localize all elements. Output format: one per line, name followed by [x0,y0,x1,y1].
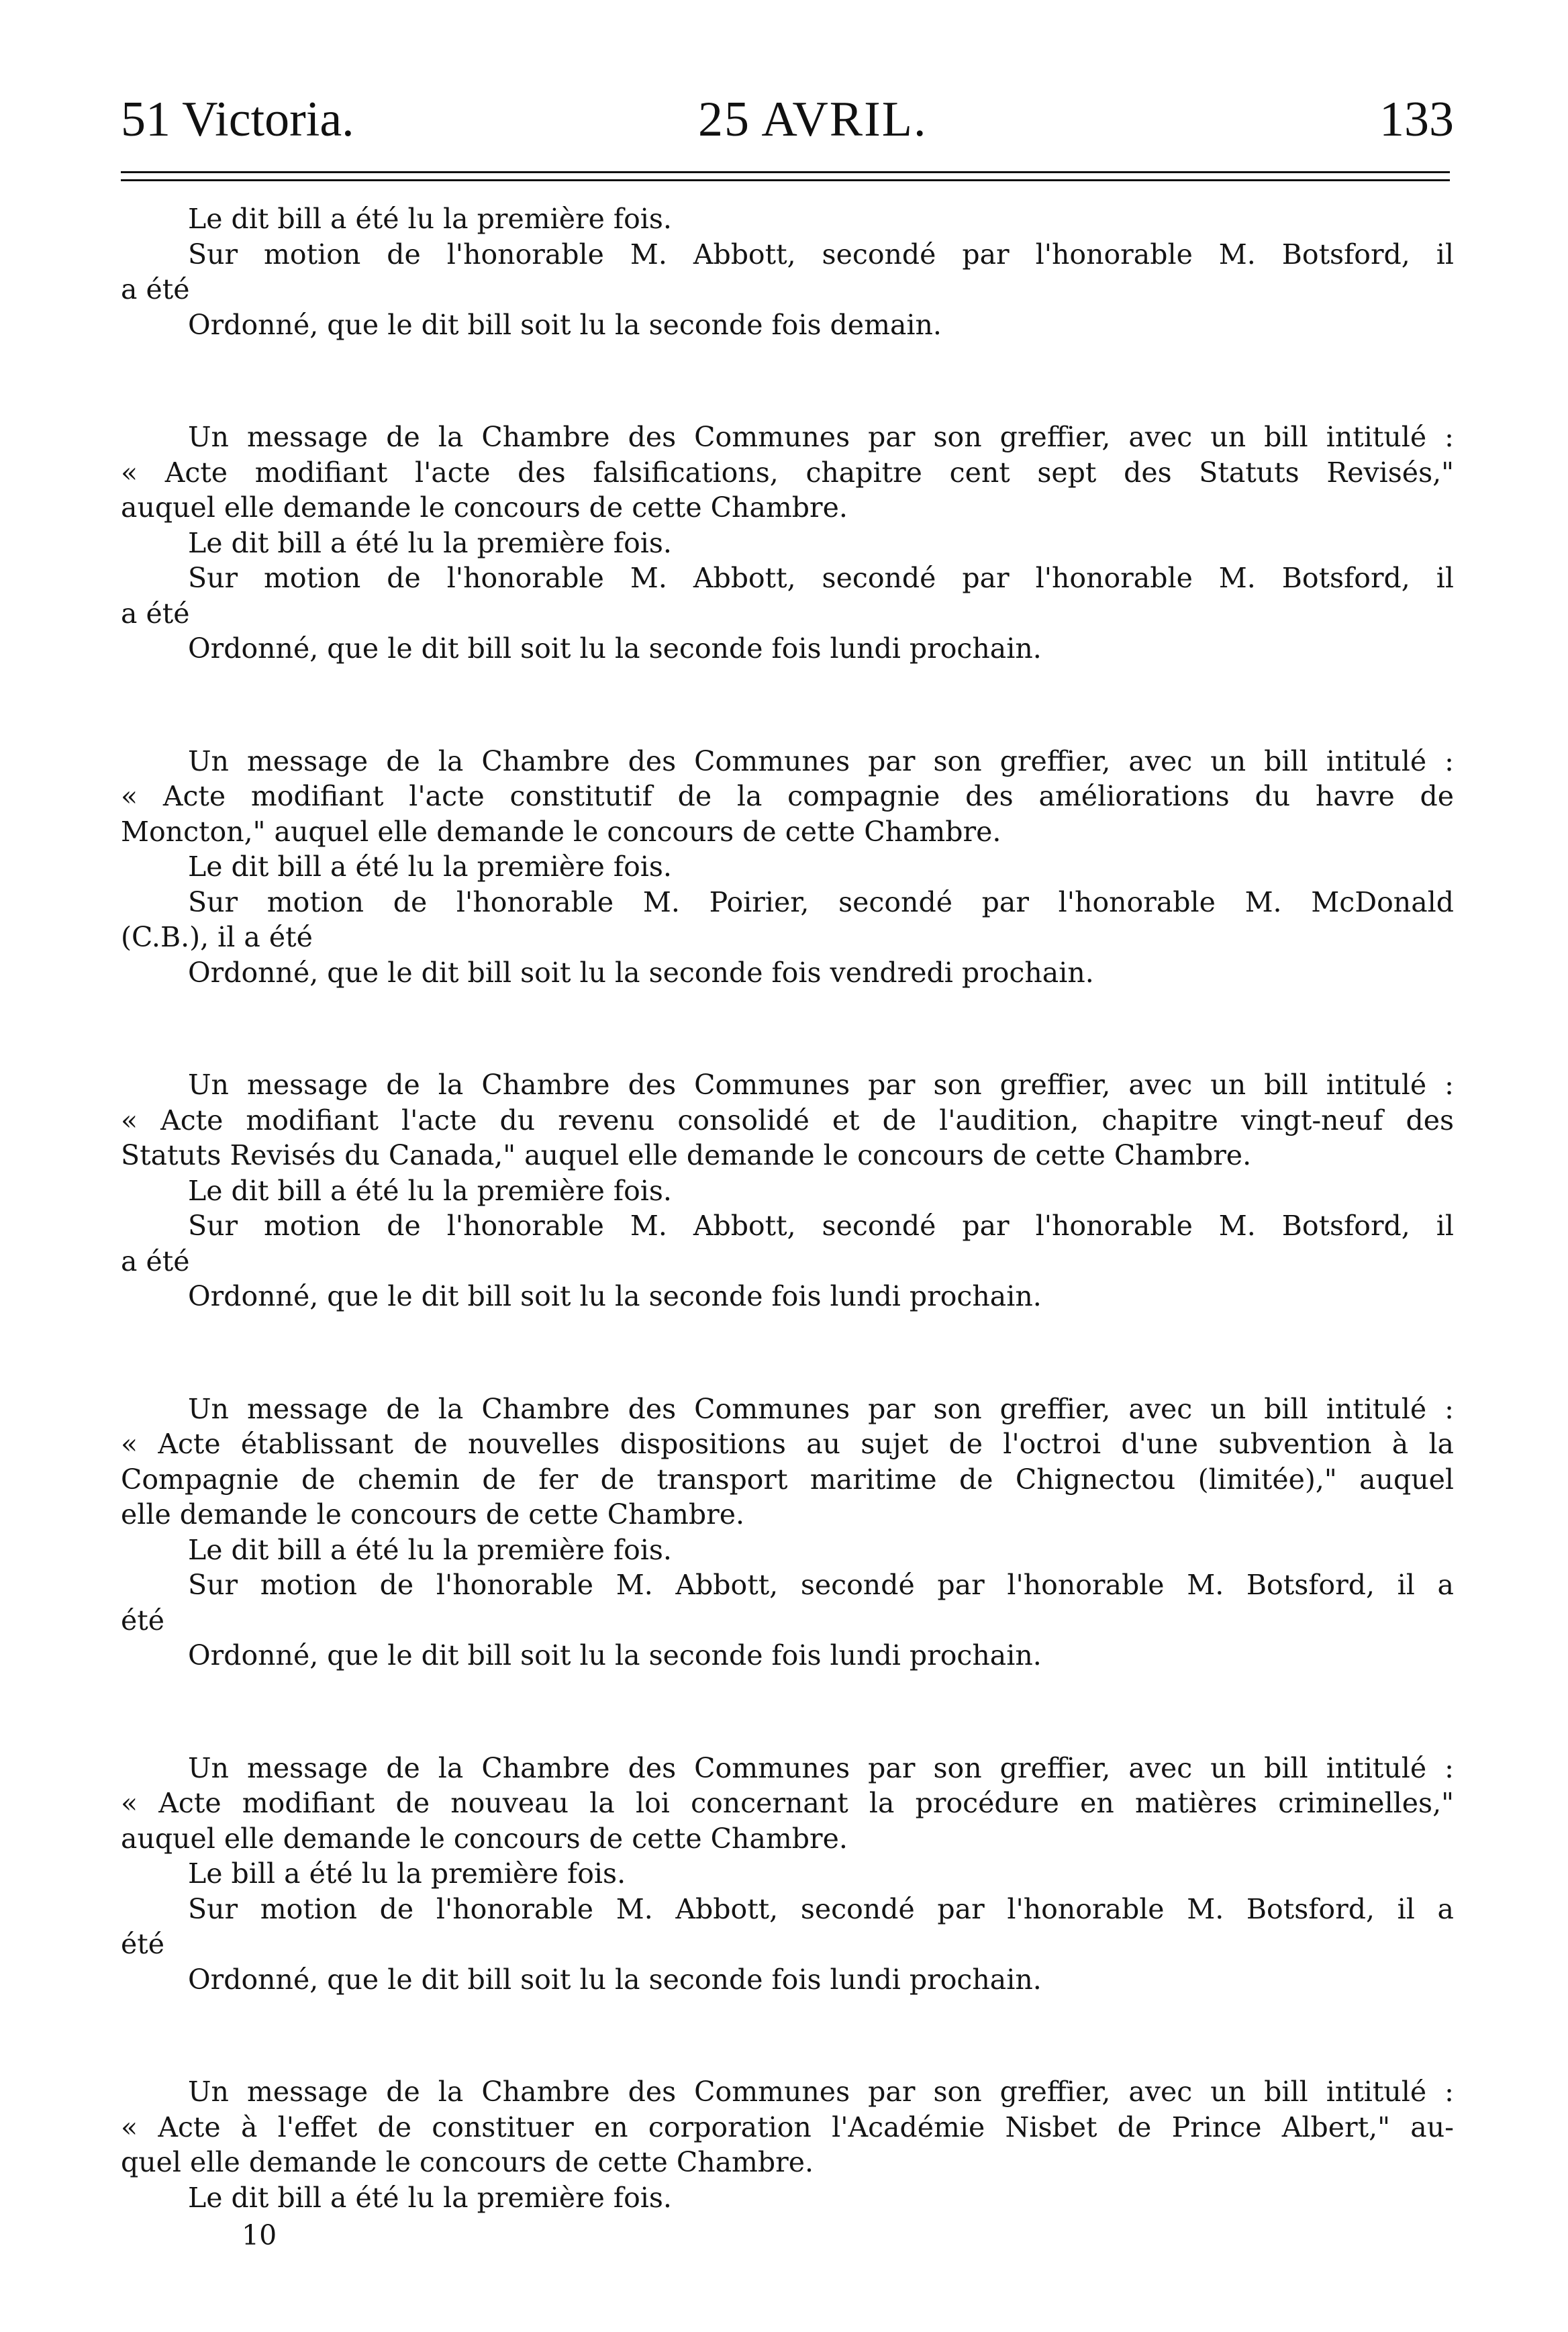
entry-line: Compagnie de chemin de fer de transport maritime de Chignectou (limitée)," auquel [121,1463,1454,1496]
journal-body [121,201,1454,2253]
entry-line: Ordonné, que le dit bill soit lu la seconde fois lundi prochain. [188,1639,1042,1671]
entry-line: Un message de la Chambre des Communes par son greffier, avec un bill intitulé : [188,1069,1454,1101]
entry-line: Le dit bill a été lu la première fois. [188,2181,672,2214]
entry-line: Ordonné, que le dit bill soit lu la seconde fois demain. [188,308,942,341]
entry-line: auquel elle demande le concours de cette Chambre. [121,491,848,524]
entry-line: (C.B.), il a été [121,921,313,953]
entry-line: Sur motion de l'honorable M. Abbott, secondé par l'honorable M. Botsford, il a [188,1892,1454,1925]
journal-entry [121,1067,1454,1314]
entry-line: Un message de la Chambre des Communes par son greffier, avec un bill intitulé : [188,421,1454,453]
entry-line: Sur motion de l'honorable M. Abbott, secondé par l'honorable M. Botsford, il [188,1210,1454,1242]
entry-line: Moncton," auquel elle demande le concours de cette Chambre. [121,815,1001,848]
entry-line: Un message de la Chambre des Communes par son greffier, avec un bill intitulé : [188,744,1454,777]
entry-line: Ordonné, que le dit bill soit lu la seconde fois vendredi prochain. [188,956,1094,989]
entry-line: été [121,1928,165,1960]
entry-line: elle demande le concours de cette Chambre. [121,1498,745,1531]
page-header [121,79,1454,160]
entry-line: Le dit bill a été lu la première fois. [188,1174,672,1207]
header-date: 25 AVRIL. [698,92,928,147]
entry-line: été [121,1604,165,1637]
entry-line: Le dit bill a été lu la première fois. [188,526,672,559]
entry-line: Le dit bill a été lu la première fois. [188,1533,672,1566]
entry-line: Un message de la Chambre des Communes par son greffier, avec un bill intitulé : [188,2076,1454,2108]
journal-entry [121,201,1454,342]
entry-line: auquel elle demande le concours de cette Chambre. [121,1822,848,1855]
entry-line: a été [121,597,190,630]
entry-line: Sur motion de l'honorable M. Poirier, secondé par l'honorable M. McDonald [188,885,1454,918]
entry-line: Un message de la Chambre des Communes par son greffier, avec un bill intitulé : [188,1751,1454,1784]
entry-line: Sur motion de l'honorable M. Abbott, secondé par l'honorable M. Botsford, il [188,562,1454,594]
entry-line: « Acte modifiant de nouveau la loi concernant la procédure en matières criminelles," [121,1787,1454,1819]
entry-line: « Acte modifiant l'acte des falsifications, chapitre cent sept des Statuts Revisés," [121,456,1454,489]
entry-line: Un message de la Chambre des Communes par son greffier, avec un bill intitulé : [188,1392,1454,1425]
entry-line: Le bill a été lu la première fois. [188,1857,626,1890]
journal-entry [121,1392,1454,1673]
journal-entry [121,1751,1454,1998]
header-session: 51 Victoria. [121,92,354,147]
page-number: 133 [1379,92,1454,147]
entry-line: « Acte établissant de nouvelles dispositions au sujet de l'octroi d'une subvention à la [121,1428,1454,1460]
entry-line: Sur motion de l'honorable M. Abbott, secondé par l'honorable M. Botsford, il [188,238,1454,271]
entry-line: Ordonné, que le dit bill soit lu la seconde fois lundi prochain. [188,1280,1042,1312]
header-rule [121,171,1450,181]
entry-line: quel elle demande le concours de cette Chambre. [121,2146,814,2178]
entry-line: Statuts Revisés du Canada," auquel elle demande le concours de cette Chambre. [121,1139,1252,1171]
journal-entry [121,420,1454,667]
entry-line: Ordonné, que le dit bill soit lu la seconde fois lundi prochain. [188,1963,1042,1996]
entry-line: a été [121,1245,190,1277]
entry-line: Le dit bill a été lu la première fois. [188,851,672,883]
journal-entry [121,2074,1454,2253]
signature-mark: 10 [242,2219,277,2251]
entry-line: « Acte modifiant l'acte constitutif de la compagnie des améliorations du havre de [121,780,1454,812]
entry-line: Ordonné, que le dit bill soit lu la seconde fois lundi prochain. [188,632,1042,665]
entry-line: « Acte modifiant l'acte du revenu consolidé et de l'audition, chapitre vingt-neuf des [121,1104,1454,1136]
entry-line: Sur motion de l'honorable M. Abbott, secondé par l'honorable M. Botsford, il a [188,1569,1454,1601]
journal-entry [121,744,1454,991]
entry-line: Le dit bill a été lu la première fois. [188,203,672,235]
entry-line: a été [121,273,190,305]
entry-line: « Acte à l'effet de constituer en corporation l'Académie Nisbet de Prince Albert," au- [121,2110,1454,2143]
